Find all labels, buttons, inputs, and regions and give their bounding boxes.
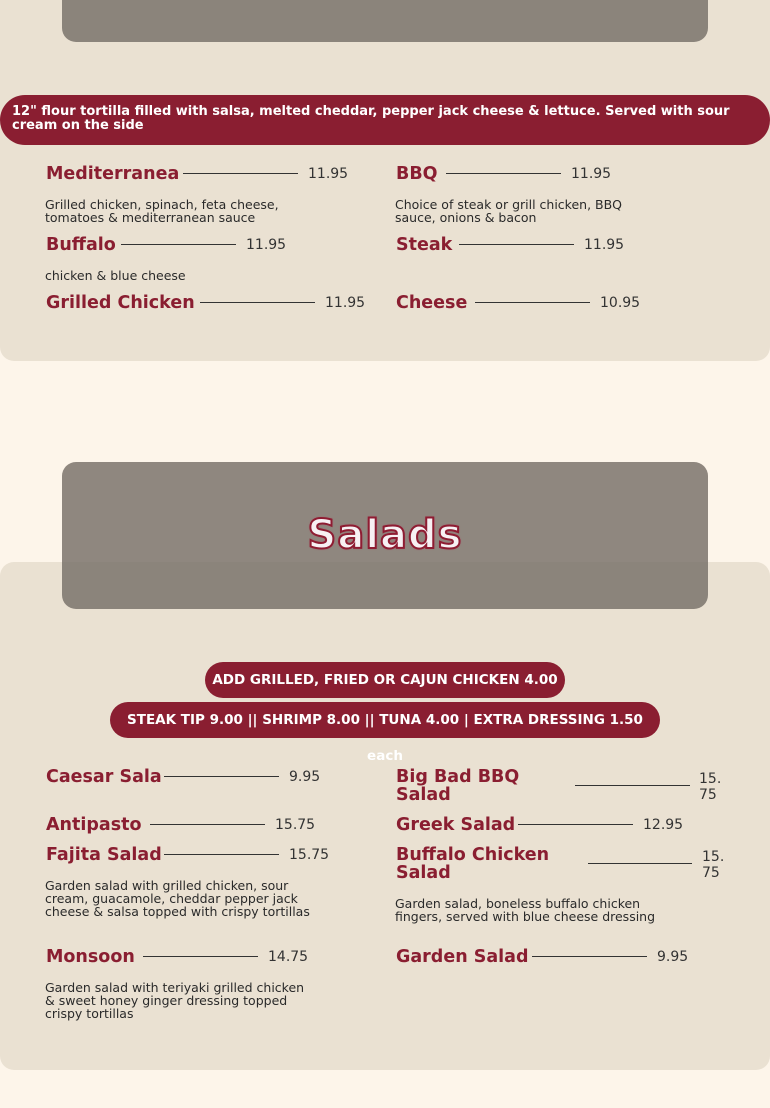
item-name: Steak (396, 235, 453, 255)
item-leader-line (164, 854, 279, 855)
item-name: Fajita Salad (46, 845, 162, 865)
item-leader-line (459, 244, 574, 245)
item-leader-line (575, 785, 690, 786)
item-leader-line (475, 302, 590, 303)
item-leader-line (532, 956, 647, 957)
item-price: 12.95 (643, 817, 684, 833)
section-title: Salads (307, 512, 463, 558)
item-name: Buffalo Chicken Salad (396, 845, 550, 883)
item-description: Choice of steak or grill chicken, BBQ sauce, onions & bacon (395, 197, 623, 225)
item-leader-line (200, 302, 315, 303)
item-leader-line (518, 824, 633, 825)
item-price: 10.95 (600, 295, 641, 311)
item-name: BBQ (396, 164, 438, 184)
item-leader-line (150, 824, 265, 825)
item-leader-line (588, 863, 692, 864)
item-name: Grilled Chicken (46, 293, 195, 313)
wraps-description: 12" flour tortilla filled with salsa, melted cheddar, pepper jack cheese & lettuce. Served with sour cream on the side (0, 95, 770, 145)
item-description: Garden salad with grilled chicken, sour cream, guacamole, cheddar pepper jack cheese & salsa topped with crispy tortillas (45, 878, 310, 919)
item-name: Caesar Sala (46, 767, 162, 787)
item-price: 15.75 (275, 817, 316, 833)
item-name: Greek Salad (396, 815, 516, 835)
item-price: 9.95 (289, 769, 321, 785)
item-description: Grilled chicken, spinach, feta cheese, tomatoes & mediterranean sauce (45, 197, 279, 225)
item-leader-line (164, 776, 279, 777)
item-description: chicken & blue cheese (45, 268, 186, 283)
item-name: Monsoon (46, 947, 135, 967)
item-price: 11.95 (584, 237, 625, 253)
item-name: Mediterranea (46, 164, 180, 184)
item-price: 9.95 (657, 949, 689, 965)
item-description: Garden salad, boneless buffalo chicken fingers, served with blue cheese dressing (395, 896, 656, 924)
item-price: 11.95 (246, 237, 287, 253)
addon-chicken-banner: ADD GRILLED, FRIED OR CAJUN CHICKEN 4.00 (205, 662, 565, 698)
addon-extras-banner: STEAK TIP 9.00 || SHRIMP 8.00 || TUNA 4.00 | EXTRA DRESSING 1.50 each (110, 702, 660, 738)
item-leader-line (143, 956, 258, 957)
item-price: 15.75 (702, 849, 725, 881)
item-description: Garden salad with teriyaki grilled chicken & sweet honey ginger dressing topped crispy tortillas (45, 980, 305, 1021)
item-leader-line (183, 173, 298, 174)
item-name: Cheese (396, 293, 468, 313)
item-price: 15.75 (289, 847, 330, 863)
item-leader-line (121, 244, 236, 245)
item-price: 11.95 (308, 166, 349, 182)
item-name: Garden Salad (396, 947, 529, 967)
item-price: 15.75 (699, 771, 722, 803)
wraps-header-banner (62, 0, 708, 42)
item-name: Big Bad BBQ Salad (396, 767, 520, 805)
item-price: 11.95 (571, 166, 612, 182)
item-name: Antipasto (46, 815, 142, 835)
item-price: 11.95 (325, 295, 366, 311)
item-leader-line (446, 173, 561, 174)
item-price: 14.75 (268, 949, 309, 965)
item-name: Buffalo (46, 235, 116, 255)
